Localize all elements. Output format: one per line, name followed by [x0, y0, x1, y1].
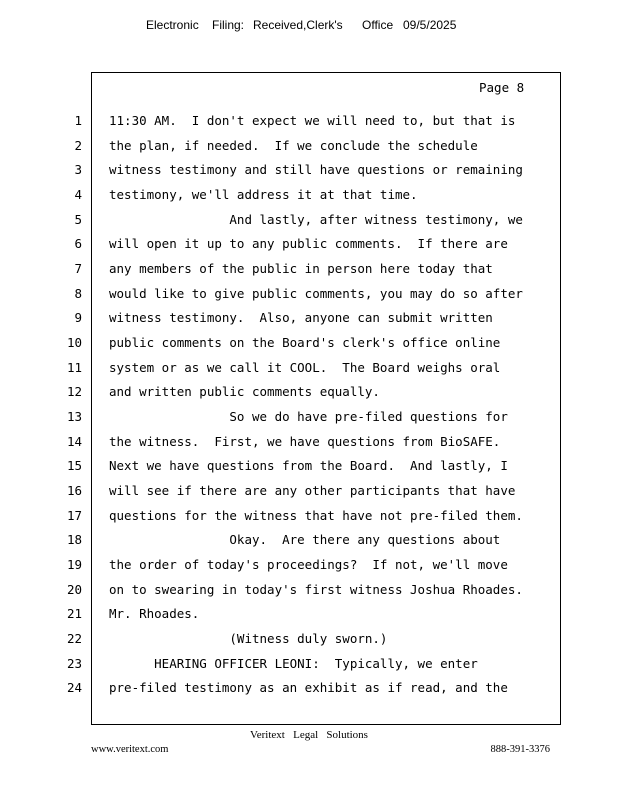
transcript-line: Mr. Rhoades.	[109, 606, 200, 621]
line-number: 2	[74, 138, 82, 153]
line-number: 5	[74, 212, 82, 227]
transcript-line: witness testimony and still have questions or remaining	[109, 162, 523, 177]
filing-stamp	[0, 18, 618, 38]
transcript-line: HEARING OFFICER LEONI: Typically, we enter	[109, 656, 478, 671]
line-number: 7	[74, 261, 82, 276]
line-number: 9	[74, 310, 82, 325]
transcript-line: system or as we call it COOL. The Board weighs oral	[109, 360, 501, 375]
filing-stamp-word-2: Filing:	[212, 18, 245, 32]
transcript-line: So we do have pre-filed questions for	[109, 409, 508, 424]
line-number: 14	[66, 434, 82, 449]
line-number: 8	[74, 286, 82, 301]
transcript-line: would like to give public comments, you may do so after	[109, 286, 523, 301]
line-number: 16	[66, 483, 82, 498]
transcript-line: the plan, if needed. If we conclude the schedule	[109, 138, 478, 153]
line-number: 17	[66, 508, 82, 523]
transcript-line: (Witness duly sworn.)	[109, 631, 388, 646]
line-number: 20	[66, 582, 82, 597]
filing-stamp-word-1: Electronic	[146, 18, 199, 32]
line-number: 3	[74, 162, 82, 177]
transcript-line: Okay. Are there any questions about	[109, 532, 501, 547]
transcript-line: any members of the public in person here today that	[109, 261, 493, 276]
line-number: 4	[74, 187, 82, 202]
line-number: 18	[66, 532, 82, 547]
page-number: Page 8	[479, 80, 525, 95]
line-number: 23	[66, 656, 82, 671]
filing-stamp-word-3: Received,Clerk's	[253, 18, 343, 32]
transcript-line: will see if there are any other participants that have	[109, 483, 516, 498]
line-number: 15	[66, 458, 82, 473]
line-number: 21	[66, 606, 82, 621]
transcript-line: and written public comments equally.	[109, 384, 380, 399]
transcript-line: 11:30 AM. I don't expect we will need to, but that is	[109, 113, 516, 128]
footer-company: Veritext Legal Solutions	[250, 729, 368, 741]
footer-phone: 888-391-3376	[490, 744, 550, 755]
line-number: 10	[66, 335, 82, 350]
footer-website: www.veritext.com	[91, 744, 169, 755]
transcript-line: testimony, we'll address it at that time.	[109, 187, 418, 202]
transcript-line: pre-filed testimony as an exhibit as if read, and the	[109, 680, 508, 695]
transcript-line: witness testimony. Also, anyone can submit written	[109, 310, 493, 325]
transcript-line: the order of today's proceedings? If not, we'll move	[109, 557, 508, 572]
transcript-line: Next we have questions from the Board. And lastly, I	[109, 458, 508, 473]
line-number: 1	[74, 113, 82, 128]
transcript-line: public comments on the Board's clerk's office online	[109, 335, 501, 350]
transcript-line: And lastly, after witness testimony, we	[109, 212, 523, 227]
transcript-line: on to swearing in today's first witness Joshua Rhoades.	[109, 582, 523, 597]
transcript-line: the witness. First, we have questions from BioSAFE.	[109, 434, 501, 449]
transcript-line: questions for the witness that have not pre-filed them.	[109, 508, 523, 523]
filing-stamp-date: 09/5/2025	[403, 18, 457, 32]
line-number: 22	[66, 631, 82, 646]
line-number: 12	[66, 384, 82, 399]
line-number: 11	[66, 360, 82, 375]
line-number: 13	[66, 409, 82, 424]
filing-stamp-word-4: Office	[362, 18, 394, 32]
line-number: 6	[74, 236, 82, 251]
line-number: 19	[66, 557, 82, 572]
transcript-line: will open it up to any public comments. If there are	[109, 236, 508, 251]
line-number: 24	[66, 680, 82, 695]
